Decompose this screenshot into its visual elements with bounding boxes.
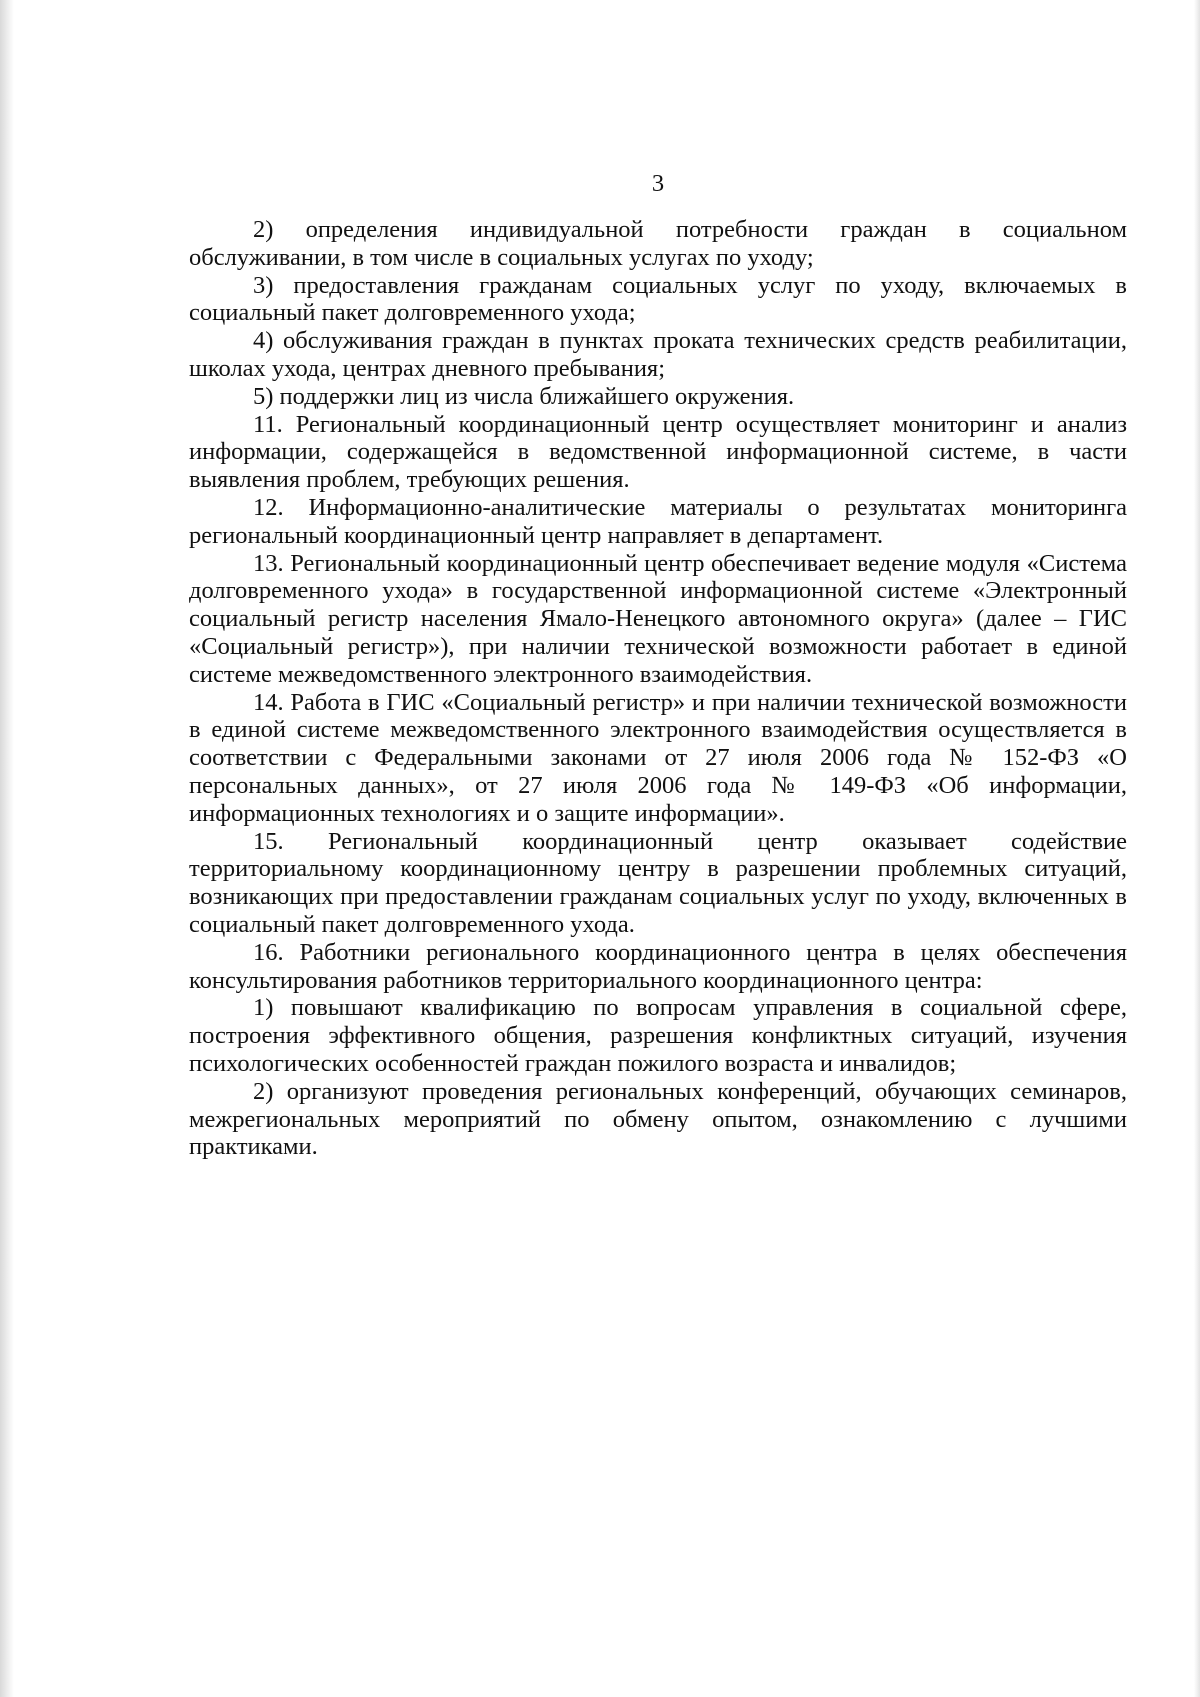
document-page [189,172,1127,1161]
scan-shadow-left [0,0,14,1697]
paragraph-clause-11: 11. Региональный координационный центр осуществляет мониторинг и анализ информации, содержащейся в ведомственной информационной системе, в части выявления проблем, требующих решения. [189,410,1127,494]
page-number: 3 [651,170,665,197]
paragraph-clause-14: 14. Работа в ГИС «Социальный регистр» и при наличии технической возможности в единой системе межведомственного электронного взаимодействия осуществляется в соответствии с Федеральными законами от 27 июля 2006 года № 152-ФЗ «О персональных данных», от 27 июля 2006 года № 149-ФЗ «Об информации, информационных технологиях и о защите информации». [189,688,1127,827]
paragraph-clause-15: 15. Региональный координационный центр оказывает содействие территориальному координационному центру в разрешении проблемных ситуаций, возникающих при предоставлении гражданам социальных услуг по уходу, включенных в социальный пакет долговременного ухода. [189,827,1127,938]
paragraph-item-2: 2) определения индивидуальной потребности граждан в социальном обслуживании, в том числе в социальных услугах по уходу; [189,216,1127,271]
paragraph-clause-16: 16. Работники регионального координационного центра в целях обеспечения консультирования работников территориального координационного центра: [189,938,1127,994]
paragraph-item-4: 4) обслуживания граждан в пунктах проката технических средств реабилитации, школах ухода, центрах дневного пребывания; [189,327,1127,382]
paragraph-clause-12: 12. Информационно-аналитические материалы о результатах мониторинга региональный координационный центр направляет в департамент. [189,493,1127,549]
paragraph-item-5: 5) поддержки лиц из числа ближайшего окружения. [253,382,795,410]
paragraph-clause-13: 13. Региональный координационный центр обеспечивает ведение модуля «Система долговременного ухода» в государственной информационной системе «Электронный социальный регистр населения Ямало-Ненецкого автономного округа» (далее – ГИС «Социальный регистр»), при наличии технической возможности работает в единой системе межведомственного электронного взаимодействия. [189,549,1127,688]
paragraph-subitem-1: 1) повышают квалификацию по вопросам управления в социальной сфере, построения эффективного общения, разрешения конфликтных ситуаций, изучения психологических особенностей граждан пожилого возраста и инвалидов; [189,994,1127,1077]
paragraph-item-3: 3) предоставления гражданам социальных услуг по уходу, включаемых в социальный пакет долговременного ухода; [189,271,1127,327]
scan-shadow-right [1194,0,1200,1697]
paragraph-subitem-2: 2) организуют проведения региональных конференций, обучающих семинаров, межрегиональных мероприятий по обмену опытом, ознакомлению с лучшими практиками. [189,1077,1127,1161]
